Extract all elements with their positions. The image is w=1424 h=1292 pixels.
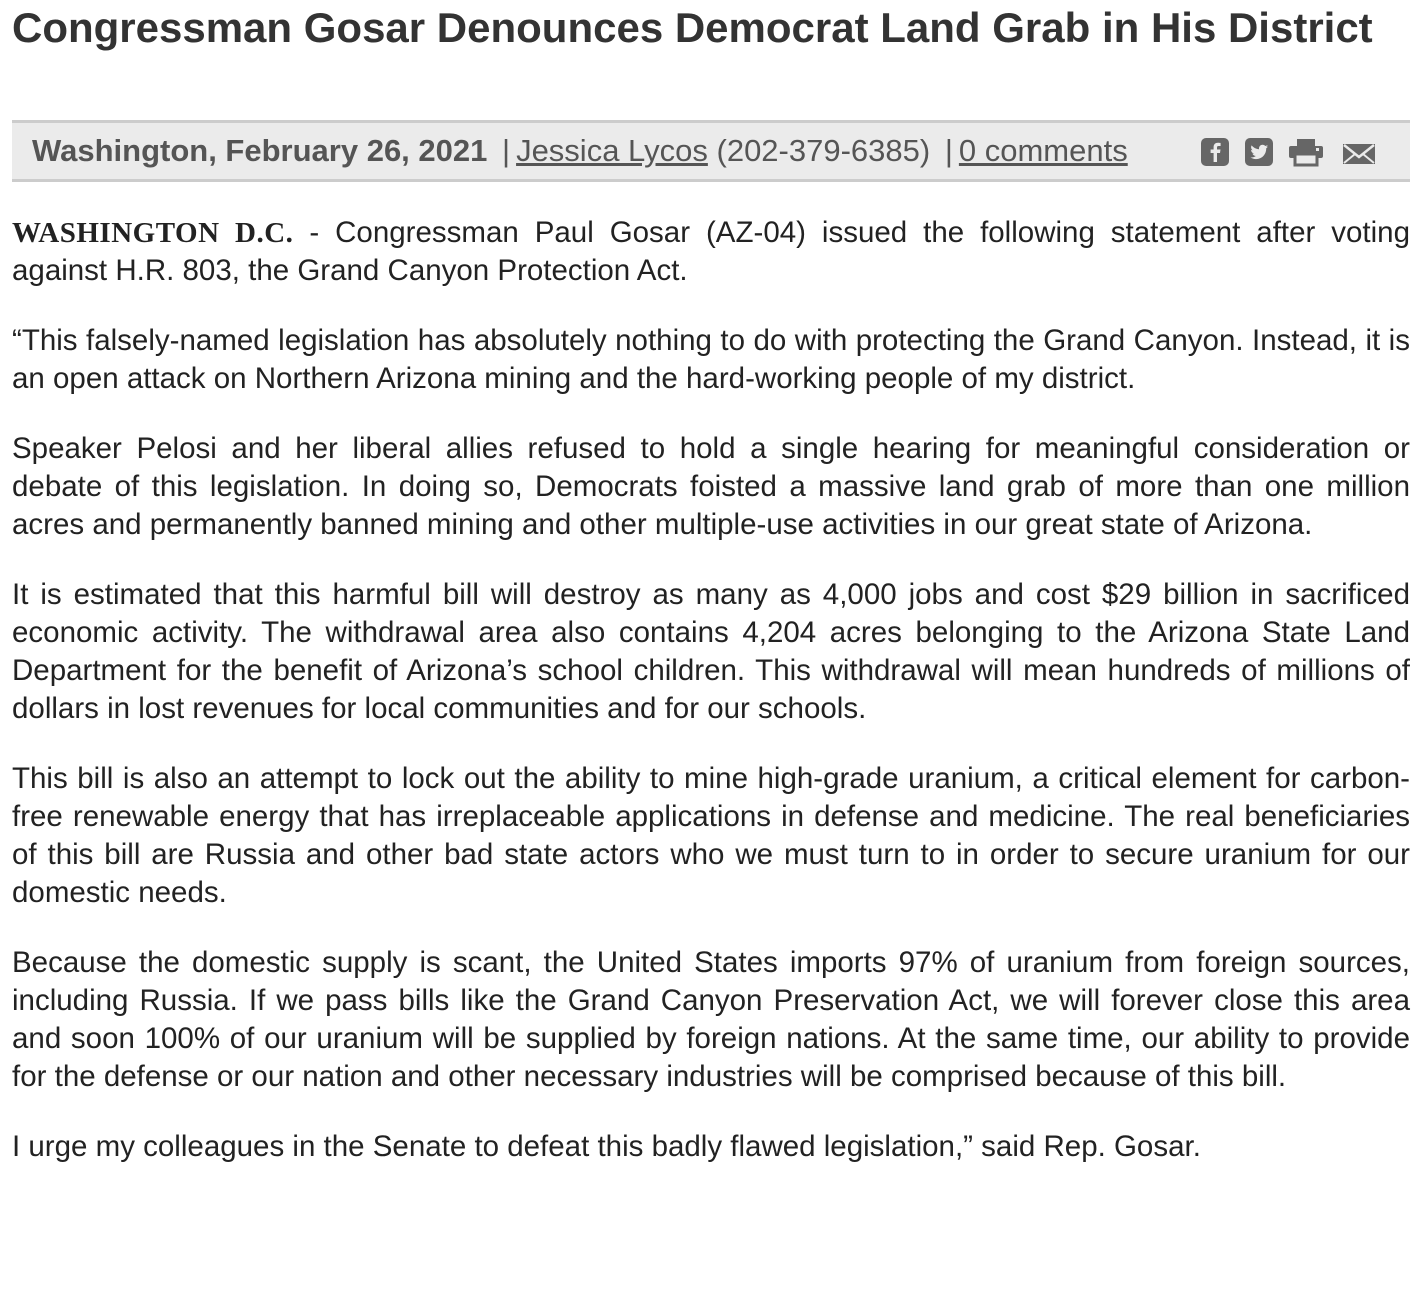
article-body [12,214,1410,1198]
paragraph: It is estimated that this harmful bill will destroy as many as 4,000 jobs and cost $29 billion in sacrificed economic activity. The withdrawal area also contains 4,204 acres belonging to the Arizona State Land Department for the benefit of Arizona’s school children. This withdrawal will mean hundreds of millions of dollars in lost revenues for local communities and for our schools. [12,578,1410,725]
contact-name-link[interactable]: Jessica Lycos [516,133,708,168]
dateline: WASHINGTON D.C. [12,217,294,249]
twitter-icon [1244,137,1274,167]
print-button[interactable] [1288,137,1324,171]
comments-link[interactable]: 0 comments [958,133,1128,168]
paragraph [12,214,1410,290]
facebook-share-button[interactable] [1200,137,1230,171]
contact-phone: (202-379-6385) [716,133,931,168]
paragraph: “This falsely-named legislation has absolutely nothing to do with protecting the Grand Canyon. Instead, it is an open attack on Northern Arizona mining and the hard-working people of my district. [12,324,1410,395]
paragraph-text: - Congressman Paul Gosar (AZ-04) issued the following statement after voting against H.R. 803, the Grand Canyon Protection Act. [12,216,1410,287]
twitter-share-button[interactable] [1244,137,1274,171]
email-share-button[interactable] [1342,137,1376,171]
press-date: Washington, February 26, 2021 [32,133,488,168]
facebook-icon [1200,137,1230,167]
article [12,0,1410,1163]
page-title: Congressman Gosar Denounces Democrat Land Grab in His District [12,4,1373,51]
paragraph: Speaker Pelosi and her liberal allies refused to hold a single hearing for meaningful consideration or debate of this legislation. In doing so, Democrats foisted a massive land grab of more than one million acres and permanently banned mining and other multiple-use activities in our great state of Arizona. [12,432,1410,541]
paragraph: This bill is also an attempt to lock out the ability to mine high-grade uranium, a critical element for carbon-free renewable energy that has irreplaceable applications in defense and medicine. The real beneficiaries of this bill are Russia and other bad state actors who we must turn to in order to secure uranium for our domestic needs. [12,762,1410,909]
meta-separator: | [944,133,953,168]
print-icon [1288,137,1324,167]
paragraph: Because the domestic supply is scant, the United States imports 97% of uranium from foreign sources, including Russia. If we pass bills like the Grand Canyon Preservation Act, we will forever close this area and soon 100% of our uranium will be supplied by foreign nations. At the same time, our ability to provide for the defense or our nation and other necessary industries will be comprised because of this bill. [12,946,1410,1093]
paragraph: I urge my colleagues in the Senate to defeat this badly flawed legislation,” said Rep. Gosar. [12,1130,1201,1163]
meta-line [32,131,1128,171]
article-meta-bar [12,120,1410,182]
meta-separator: | [502,133,511,168]
email-icon [1342,137,1376,167]
